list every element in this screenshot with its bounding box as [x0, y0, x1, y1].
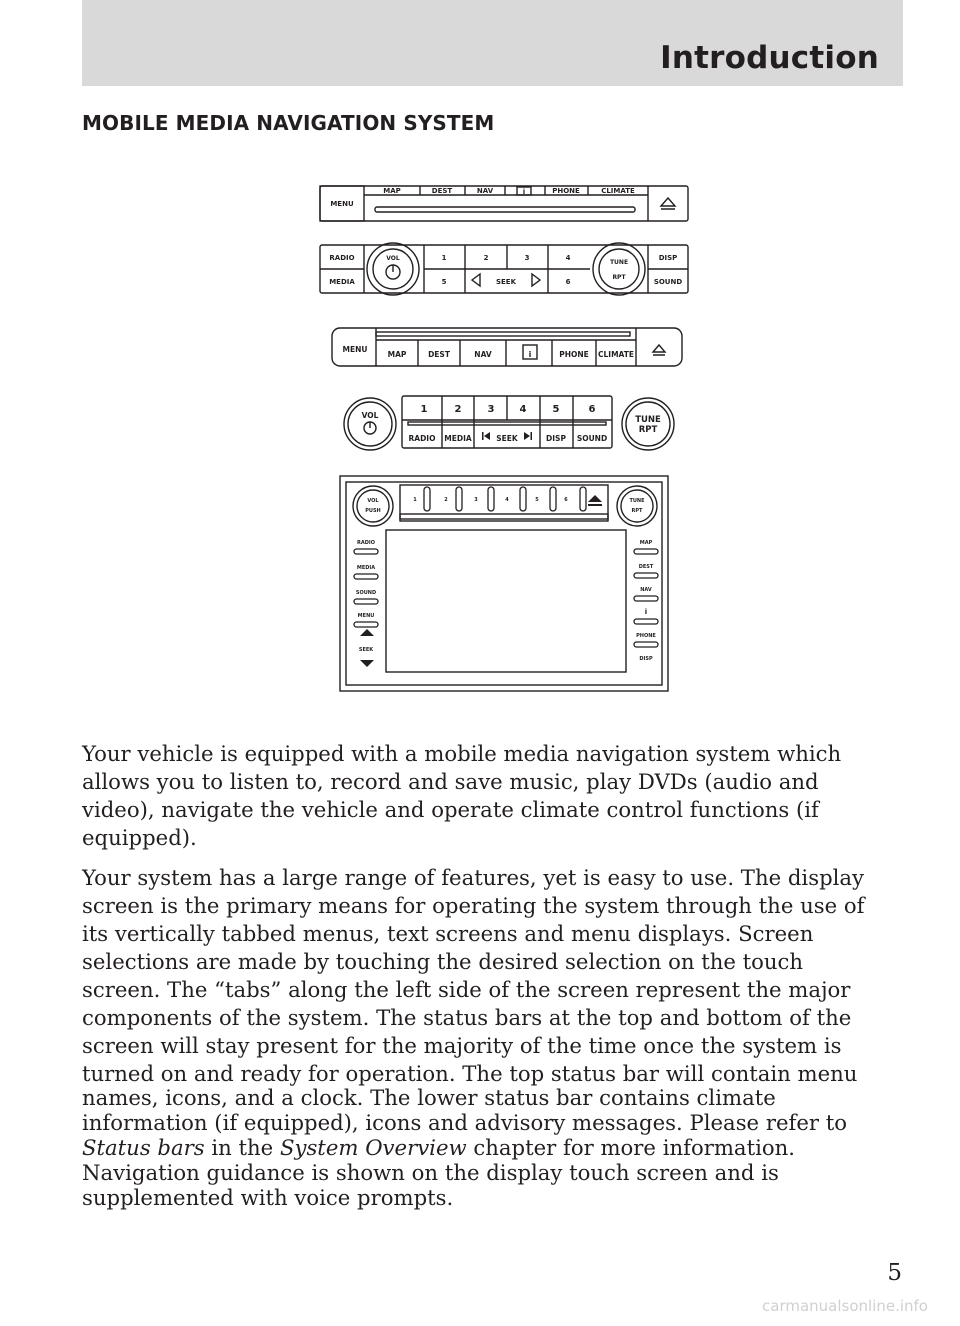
p2-line-7: screen will stay present for the majority of the time once the system is — [82, 1033, 842, 1058]
p3-preset-2: 2 — [444, 497, 448, 503]
p2-line-12: Navigation guidance is shown on the display touch screen and is — [82, 1160, 779, 1185]
header-bar — [82, 0, 903, 86]
p3-preset-6: 6 — [564, 497, 568, 503]
p1-seek-label: SEEK — [495, 278, 517, 286]
p2-preset-6: 6 — [588, 404, 596, 415]
p2-tight-block — [82, 1085, 902, 1210]
p1-nav-label: NAV — [476, 187, 494, 195]
p3-push-label: PUSH — [365, 508, 381, 514]
p2-preset-5: 5 — [552, 404, 560, 415]
p3-info-icon: i — [644, 608, 648, 616]
paragraph-1 — [82, 740, 902, 852]
watermark: carmanualsonline.info — [762, 1297, 928, 1315]
p2-line-10: information (if equipped), icons and advisory messages. Please refer to — [82, 1110, 848, 1135]
p1-preset-5: 5 — [441, 278, 447, 286]
body-text — [82, 740, 902, 1222]
p2-radio-label: RADIO — [408, 434, 436, 443]
p1-line-1: Your vehicle is equipped with a mobile media navigation system which — [82, 741, 842, 766]
p1-menu-label: MENU — [330, 200, 354, 208]
p1-preset-2: 2 — [483, 254, 489, 262]
status-bars-ref: Status bars — [82, 1135, 205, 1160]
p3-menu-label: MENU — [357, 613, 375, 619]
p2-line-8: turned on and ready for operation. The top status bar will contain menu — [82, 1061, 858, 1086]
system-overview-ref: System Overview — [279, 1135, 467, 1160]
p1-preset-3: 3 — [524, 254, 530, 262]
p3-sound-label: SOUND — [355, 590, 377, 596]
p3-preset-4: 4 — [505, 497, 509, 503]
p2-line-2: screen is the primary means for operating the system through the use of — [82, 893, 865, 918]
p2-tune-label: TUNE — [635, 415, 661, 425]
p2-line-13: supplemented with voice prompts. — [82, 1185, 454, 1210]
p2-line-5: screen. The “tabs” along the left side of the screen represent the major — [82, 977, 851, 1002]
p2-line-1: Your system has a large range of features, yet is easy to use. The display — [82, 865, 865, 890]
p1-sound-label: SOUND — [653, 278, 683, 286]
p1-info-icon: i — [522, 188, 526, 196]
p3-preset-3: 3 — [474, 497, 478, 503]
p2-climate-label: CLIMATE — [598, 350, 634, 359]
panel-3-labels — [356, 497, 657, 662]
p2-sound-label: SOUND — [576, 434, 608, 443]
p3-tune-label: TUNE — [629, 498, 645, 504]
panel-2-labels — [343, 345, 661, 443]
p3-dest-label: DEST — [638, 564, 654, 570]
section-heading: MOBILE MEDIA NAVIGATION SYSTEM — [82, 111, 495, 135]
p2-rpt-label: RPT — [638, 425, 658, 435]
p3-vol-label: VOL — [367, 498, 379, 504]
p2-line-6: components of the system. The status bars at the top and bottom of the — [82, 1005, 852, 1030]
p2-preset-1: 1 — [420, 404, 428, 415]
p1-media-label: MEDIA — [329, 278, 355, 286]
p3-radio-label: RADIO — [357, 540, 375, 546]
p1-climate-label: CLIMATE — [601, 187, 635, 195]
p2-seek-label: SEEK — [496, 434, 518, 443]
p2-menu-label: MENU — [342, 345, 368, 354]
p3-preset-5: 5 — [535, 497, 539, 503]
p3-media-label: MEDIA — [356, 565, 376, 571]
p2-media-label: MEDIA — [444, 434, 472, 443]
p2-disp-label: DISP — [546, 434, 566, 443]
p2-line-9: names, icons, and a clock. The lower status bar contains climate — [82, 1085, 776, 1110]
control-panels-illustration — [300, 176, 700, 706]
p2-line-4: selections are made by touching the desired selection on the touch — [82, 949, 804, 974]
p3-phone-label: PHONE — [636, 633, 656, 639]
paragraph-2 — [82, 864, 902, 1210]
ref-joiner: in the — [204, 1135, 280, 1160]
page-title: Introduction — [660, 40, 879, 76]
p1-tune-label: TUNE — [609, 259, 629, 266]
p2-phone-label: PHONE — [559, 350, 589, 359]
control-panels-figure — [300, 176, 700, 706]
p3-preset-1: 1 — [413, 497, 417, 503]
p2-info-icon: i — [528, 350, 532, 359]
p3-nav-label: NAV — [640, 587, 652, 593]
p3-rpt-label: RPT — [631, 508, 643, 514]
p2-line-3: its vertically tabbed menus, text screens and menu displays. Screen — [82, 921, 814, 946]
p3-map-label: MAP — [639, 540, 653, 546]
p2-preset-4: 4 — [519, 404, 527, 415]
p1-vol-label: VOL — [386, 255, 400, 262]
p2-preset-2: 2 — [454, 404, 462, 415]
p1-line-2: allows you to listen to, record and save music, play DVDs (audio and — [82, 769, 819, 794]
p1-line-3: video), navigate the vehicle and operate climate control functions (if — [82, 797, 819, 822]
p2-vol-label: VOL — [361, 411, 379, 420]
p3-seek-label: SEEK — [358, 647, 374, 653]
p1-phone-label: PHONE — [552, 187, 580, 195]
p3-disp-label: DISP — [639, 656, 653, 662]
p2-map-label: MAP — [387, 350, 407, 359]
page-number: 5 — [887, 1260, 902, 1286]
p1-disp-label: DISP — [658, 254, 678, 262]
p1-radio-label: RADIO — [329, 254, 355, 262]
p1-preset-6: 6 — [565, 278, 571, 286]
p1-dest-label: DEST — [431, 187, 453, 195]
p1-rpt-label: RPT — [612, 274, 626, 281]
p1-preset-1: 1 — [441, 254, 447, 262]
p2-preset-3: 3 — [487, 404, 495, 415]
p1-preset-4: 4 — [565, 254, 571, 262]
p2-dest-label: DEST — [428, 350, 450, 359]
panel-1-labels — [329, 187, 682, 286]
p1-line-4: equipped). — [82, 825, 197, 850]
p2-nav-label: NAV — [474, 350, 492, 359]
p1-map-label: MAP — [383, 187, 401, 195]
ref-tail: chapter for more information. — [466, 1135, 795, 1160]
